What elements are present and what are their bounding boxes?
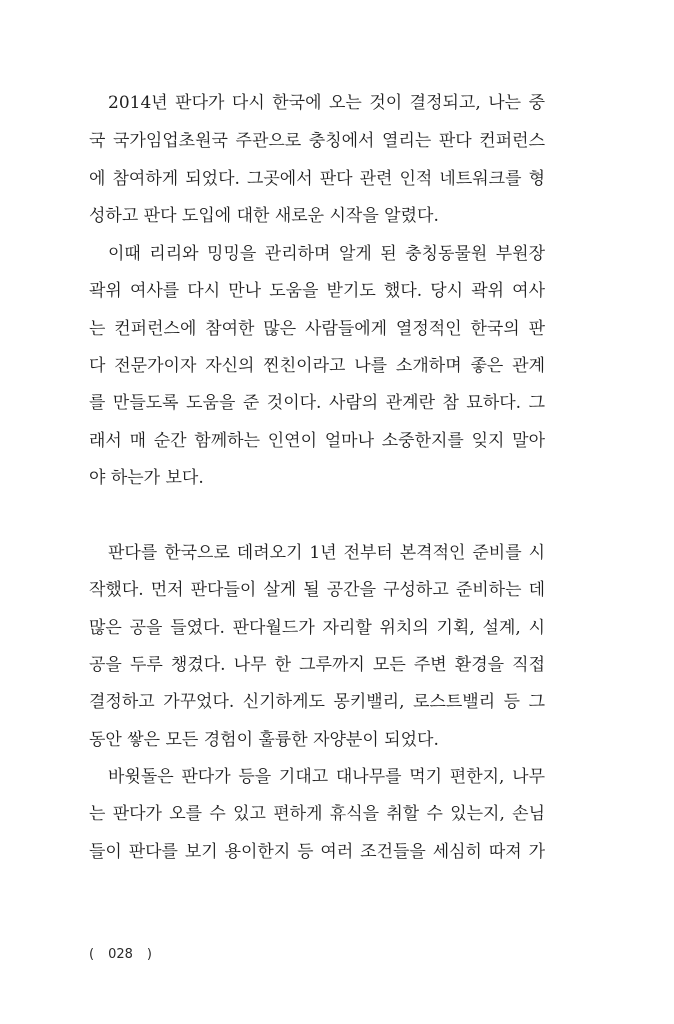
page-number-value: 028 xyxy=(108,947,133,962)
page-number-close-paren: ) xyxy=(146,947,152,962)
body-text-line: 곽위 여사를 다시 만나 도움을 받기도 했다. 당시 곽위 여사 xyxy=(89,281,545,301)
body-text-line: 바윗돌은 판다가 등을 기대고 대나무를 먹기 편한지, 나무 xyxy=(108,767,545,787)
body-text-line: 국 국가임업초원국 주관으로 충칭에서 열리는 판다 컨퍼런스 xyxy=(89,131,545,151)
body-text-line: 판다를 한국으로 데려오기 1년 전부터 본격적인 준비를 시 xyxy=(108,543,545,563)
body-text-line: 결정하고 가꾸었다. 신기하게도 몽키밸리, 로스트밸리 등 그 xyxy=(89,692,545,712)
page-number-open-paren: ( xyxy=(89,947,95,962)
body-text-line: 는 컨퍼런스에 참여한 많은 사람들에게 열정적인 한국의 판 xyxy=(89,319,545,339)
body-text-line: 성하고 판다 도입에 대한 새로운 시작을 알렸다. xyxy=(89,206,439,226)
body-text-line: 들이 판다를 보기 용이한지 등 여러 조건들을 세심히 따져 가 xyxy=(89,842,545,862)
body-text-line: 를 만들도록 도움을 준 것이다. 사람의 관계란 참 묘하다. 그 xyxy=(89,393,545,413)
body-text-line: 2014년 판다가 다시 한국에 오는 것이 결정되고, 나는 중 xyxy=(108,93,545,113)
body-text-line: 동안 쌓은 모든 경험이 훌륭한 자양분이 되었다. xyxy=(89,730,439,750)
body-text-line: 이때 리리와 밍밍을 관리하며 알게 된 충칭동물원 부원장 xyxy=(108,244,545,264)
page-number xyxy=(89,943,152,967)
body-text-line: 는 판다가 오를 수 있고 편하게 휴식을 취할 수 있는지, 손님 xyxy=(89,804,545,824)
body-text-line: 공을 두루 챙겼다. 나무 한 그루까지 모든 주변 환경을 직접 xyxy=(89,655,545,675)
body-text-line: 래서 매 순간 함께하는 인연이 얼마나 소중한지를 잊지 말아 xyxy=(89,431,545,451)
body-text-line: 작했다. 먼저 판다들이 살게 될 공간을 구성하고 준비하는 데 xyxy=(89,580,545,600)
body-text-line: 에 참여하게 되었다. 그곳에서 판다 관련 인적 네트워크를 형 xyxy=(89,169,545,189)
body-text-line: 다 전문가이자 자신의 찐친이라고 나를 소개하며 좋은 관계 xyxy=(89,356,545,376)
body-text-line: 야 하는가 보다. xyxy=(89,468,204,488)
body-text-line: 많은 공을 들였다. 판다월드가 자리할 위치의 기획, 설계, 시 xyxy=(89,618,545,638)
